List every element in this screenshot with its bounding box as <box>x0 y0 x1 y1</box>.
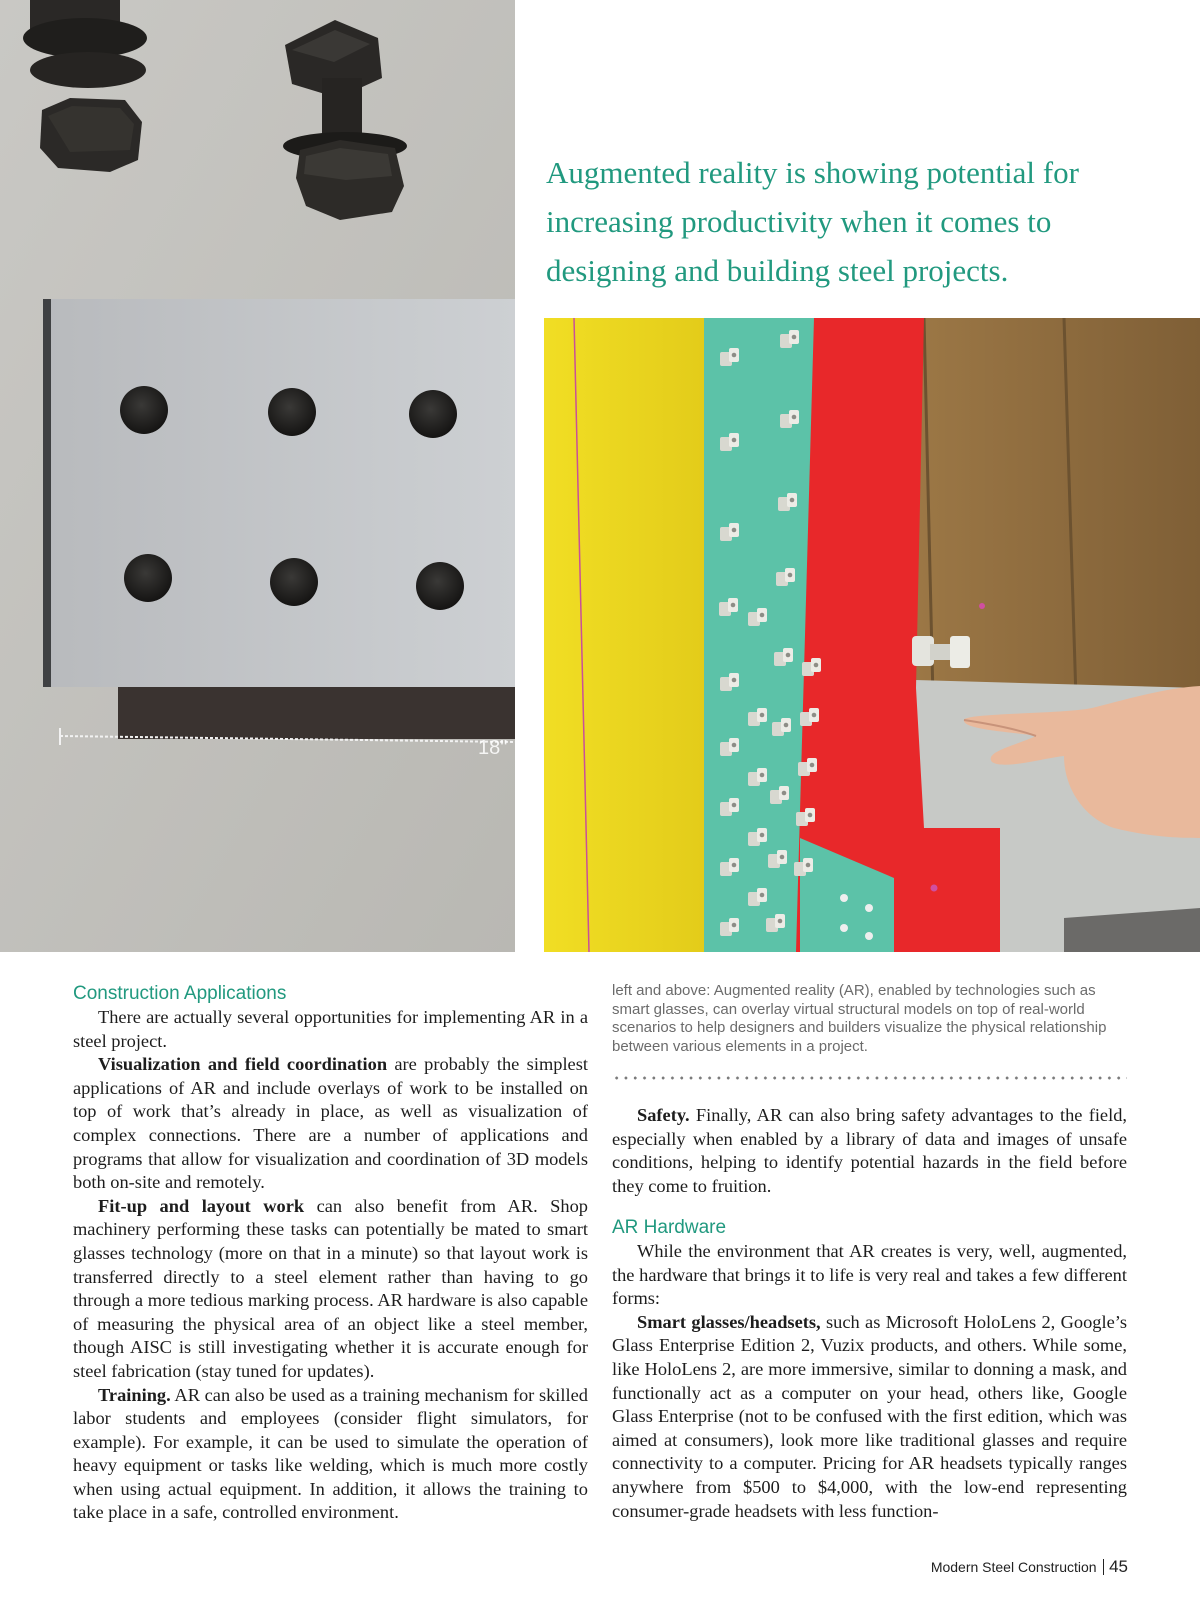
page-footer <box>931 1557 1128 1577</box>
photo-bolts-plate <box>0 0 515 952</box>
hardware-block <box>612 1216 1127 1523</box>
lead-safety: Safety. <box>637 1105 690 1125</box>
photo-caption: left and above: Augmented reality (AR), enabled by technologies such as smart glasses, can overlay virtual structural models on top of real-world scenarios to help designers and builders visualize the physical relationship between various elements in a project. <box>612 982 1107 1055</box>
publication-name: Modern Steel Construction <box>930 1559 1097 1575</box>
lead-fitup: Fit-up and layout work <box>98 1195 305 1216</box>
paragraph-training <box>73 1384 588 1526</box>
text-intro: There are actually several opportunities for implementing AR in a steel project. <box>73 1007 588 1051</box>
paragraph-safety <box>612 1104 1127 1198</box>
heading-ar-hardware: AR Hardware <box>612 1217 727 1238</box>
paragraph-visualization <box>73 1053 588 1195</box>
paragraph-hardware-intro <box>612 1240 1127 1311</box>
text-smart-glasses: such as Microsoft HoloLens 2, Google’s Glass Enterprise Edition 2, Vuzix products, and others. While some, like HoloLens 2, are more immersive, similar to donning a mask, and functionally act as a computer on your head, others like, Google Glass Enterprise (not to be confused with the first edition, which was aimed at consumers), look more like traditional glasses and require connectivity to a computer. Pricing for AR headsets typically ranges anywhere from $500 to $4,000, with the low-end representing consumer-grade headsets with less function- <box>612 1311 1128 1521</box>
dotted-divider <box>612 1076 1127 1080</box>
footer-separator <box>1103 1559 1105 1575</box>
lead-visualization: Visualization and field coordination <box>98 1054 388 1075</box>
steel-plate <box>43 299 515 739</box>
measurement-label: 18" <box>478 737 508 759</box>
paragraph-fitup <box>73 1195 588 1384</box>
pull-quote: Augmented reality is showing potential for increasing productivity when it comes to designing and building steel projects. <box>546 155 1079 288</box>
page-number: 45 <box>1109 1557 1128 1576</box>
heading-construction-applications: Construction Applications <box>73 983 287 1004</box>
photo-ar-column-overlay <box>544 318 1200 952</box>
paragraph-smart-glasses <box>612 1311 1127 1523</box>
text-visualization: are probably the simplest applications of AR and include overlays of work to be installed on top of work that’s already in place, as well as visualization of complex connections. There are a number of applications and programs that allow for visualization and coordination of 3D models both on-site and remotely. <box>73 1054 588 1193</box>
paragraph-intro <box>73 1006 588 1053</box>
lead-smart-glasses: Smart glasses/headsets, <box>637 1311 821 1332</box>
lead-training: Training. <box>98 1384 171 1405</box>
text-fitup: can also benefit from AR. Shop machinery performing these tasks can potentially be mated to smart glasses technology (more on that in a minute) so that layout work is transferred directly to a steel element rather than having to go through a more tedious marking process. AR hardware is also capable of measuring the physical area of an object like a steel member, though AISC is still investigating whether it is accurate enough for steel fabrication (stay tuned for updates). <box>73 1195 588 1381</box>
safety-block <box>612 1104 1127 1198</box>
text-safety: Finally, AR can also bring safety advantages to the field, especially when enabled by a library of data and images of unsafe conditions, helping to identify potential hazards in the field before they come to fruition. <box>612 1105 1127 1196</box>
left-column <box>73 982 588 1525</box>
text-training: AR can also be used as a training mechanism for skilled labor students and employees (consider flight simulators, for example). For example, it can be used to simulate the operation of heavy equipment or tasks like welding, which is much more costly when using actual equipment. In addition, it allows the training to take place in a safe, controlled environment. <box>73 1384 588 1523</box>
text-hardware-intro: While the environment that AR creates is very, well, augmented, the hardware that brings it to life is very real and takes a few different forms: <box>612 1241 1127 1309</box>
